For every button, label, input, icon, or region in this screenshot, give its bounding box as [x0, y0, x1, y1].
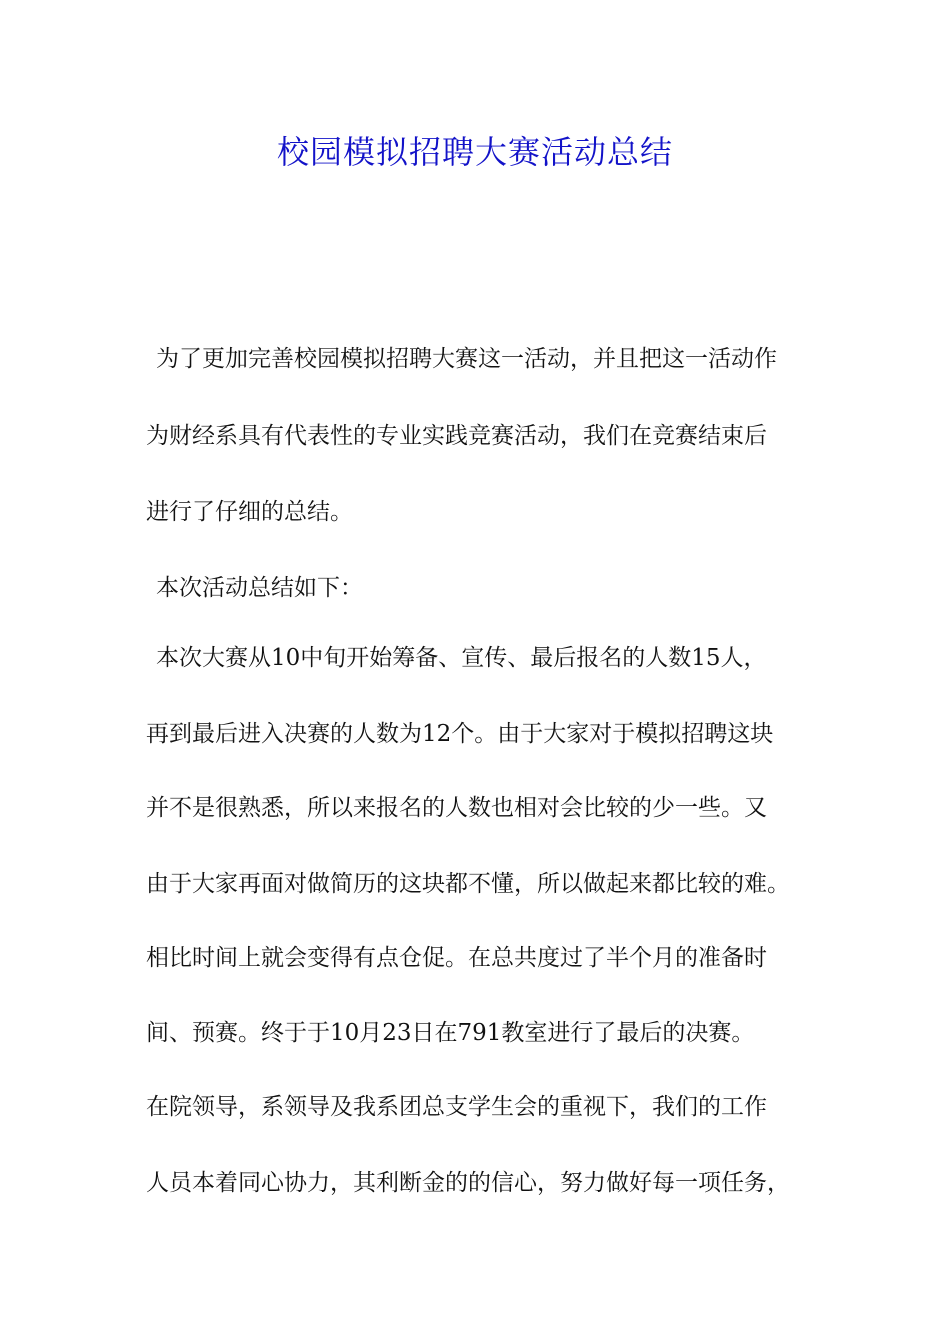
paragraph-line-9: 相比时间上就会变得有点仓促。在总共度过了半个月的准备时	[146, 945, 767, 971]
paragraph-line-4: 本次活动总结如下：	[156, 575, 363, 601]
paragraph-line-1: 为了更加完善校园模拟招聘大赛这一活动，并且把这一活动作	[156, 346, 777, 372]
paragraph-line-10: 间、预赛。终于于10月23日在791教室进行了最后的决赛。	[146, 1020, 755, 1046]
paragraph-line-2: 为财经系具有代表性的专业实践竞赛活动，我们在竞赛结束后	[146, 423, 767, 449]
paragraph-line-7: 并不是很熟悉，所以来报名的人数也相对会比较的少一些。又	[146, 795, 767, 821]
document-title: 校园模拟招聘大赛活动总结	[276, 133, 673, 171]
paragraph-line-6: 再到最后进入决赛的人数为12个。由于大家对于模拟招聘这块	[146, 721, 774, 747]
paragraph-line-3: 进行了仔细的总结。	[146, 499, 353, 525]
paragraph-line-12: 人员本着同心协力，其利断金的的信心，努力做好每一项任务，	[146, 1170, 790, 1196]
paragraph-line-11: 在院领导，系领导及我系团总支学生会的重视下，我们的工作	[146, 1094, 767, 1120]
paragraph-line-5: 本次大赛从10中旬开始筹备、宣传、最后报名的人数15人，	[156, 645, 767, 671]
paragraph-line-8: 由于大家再面对做简历的这块都不懂，所以做起来都比较的难。	[146, 871, 790, 897]
